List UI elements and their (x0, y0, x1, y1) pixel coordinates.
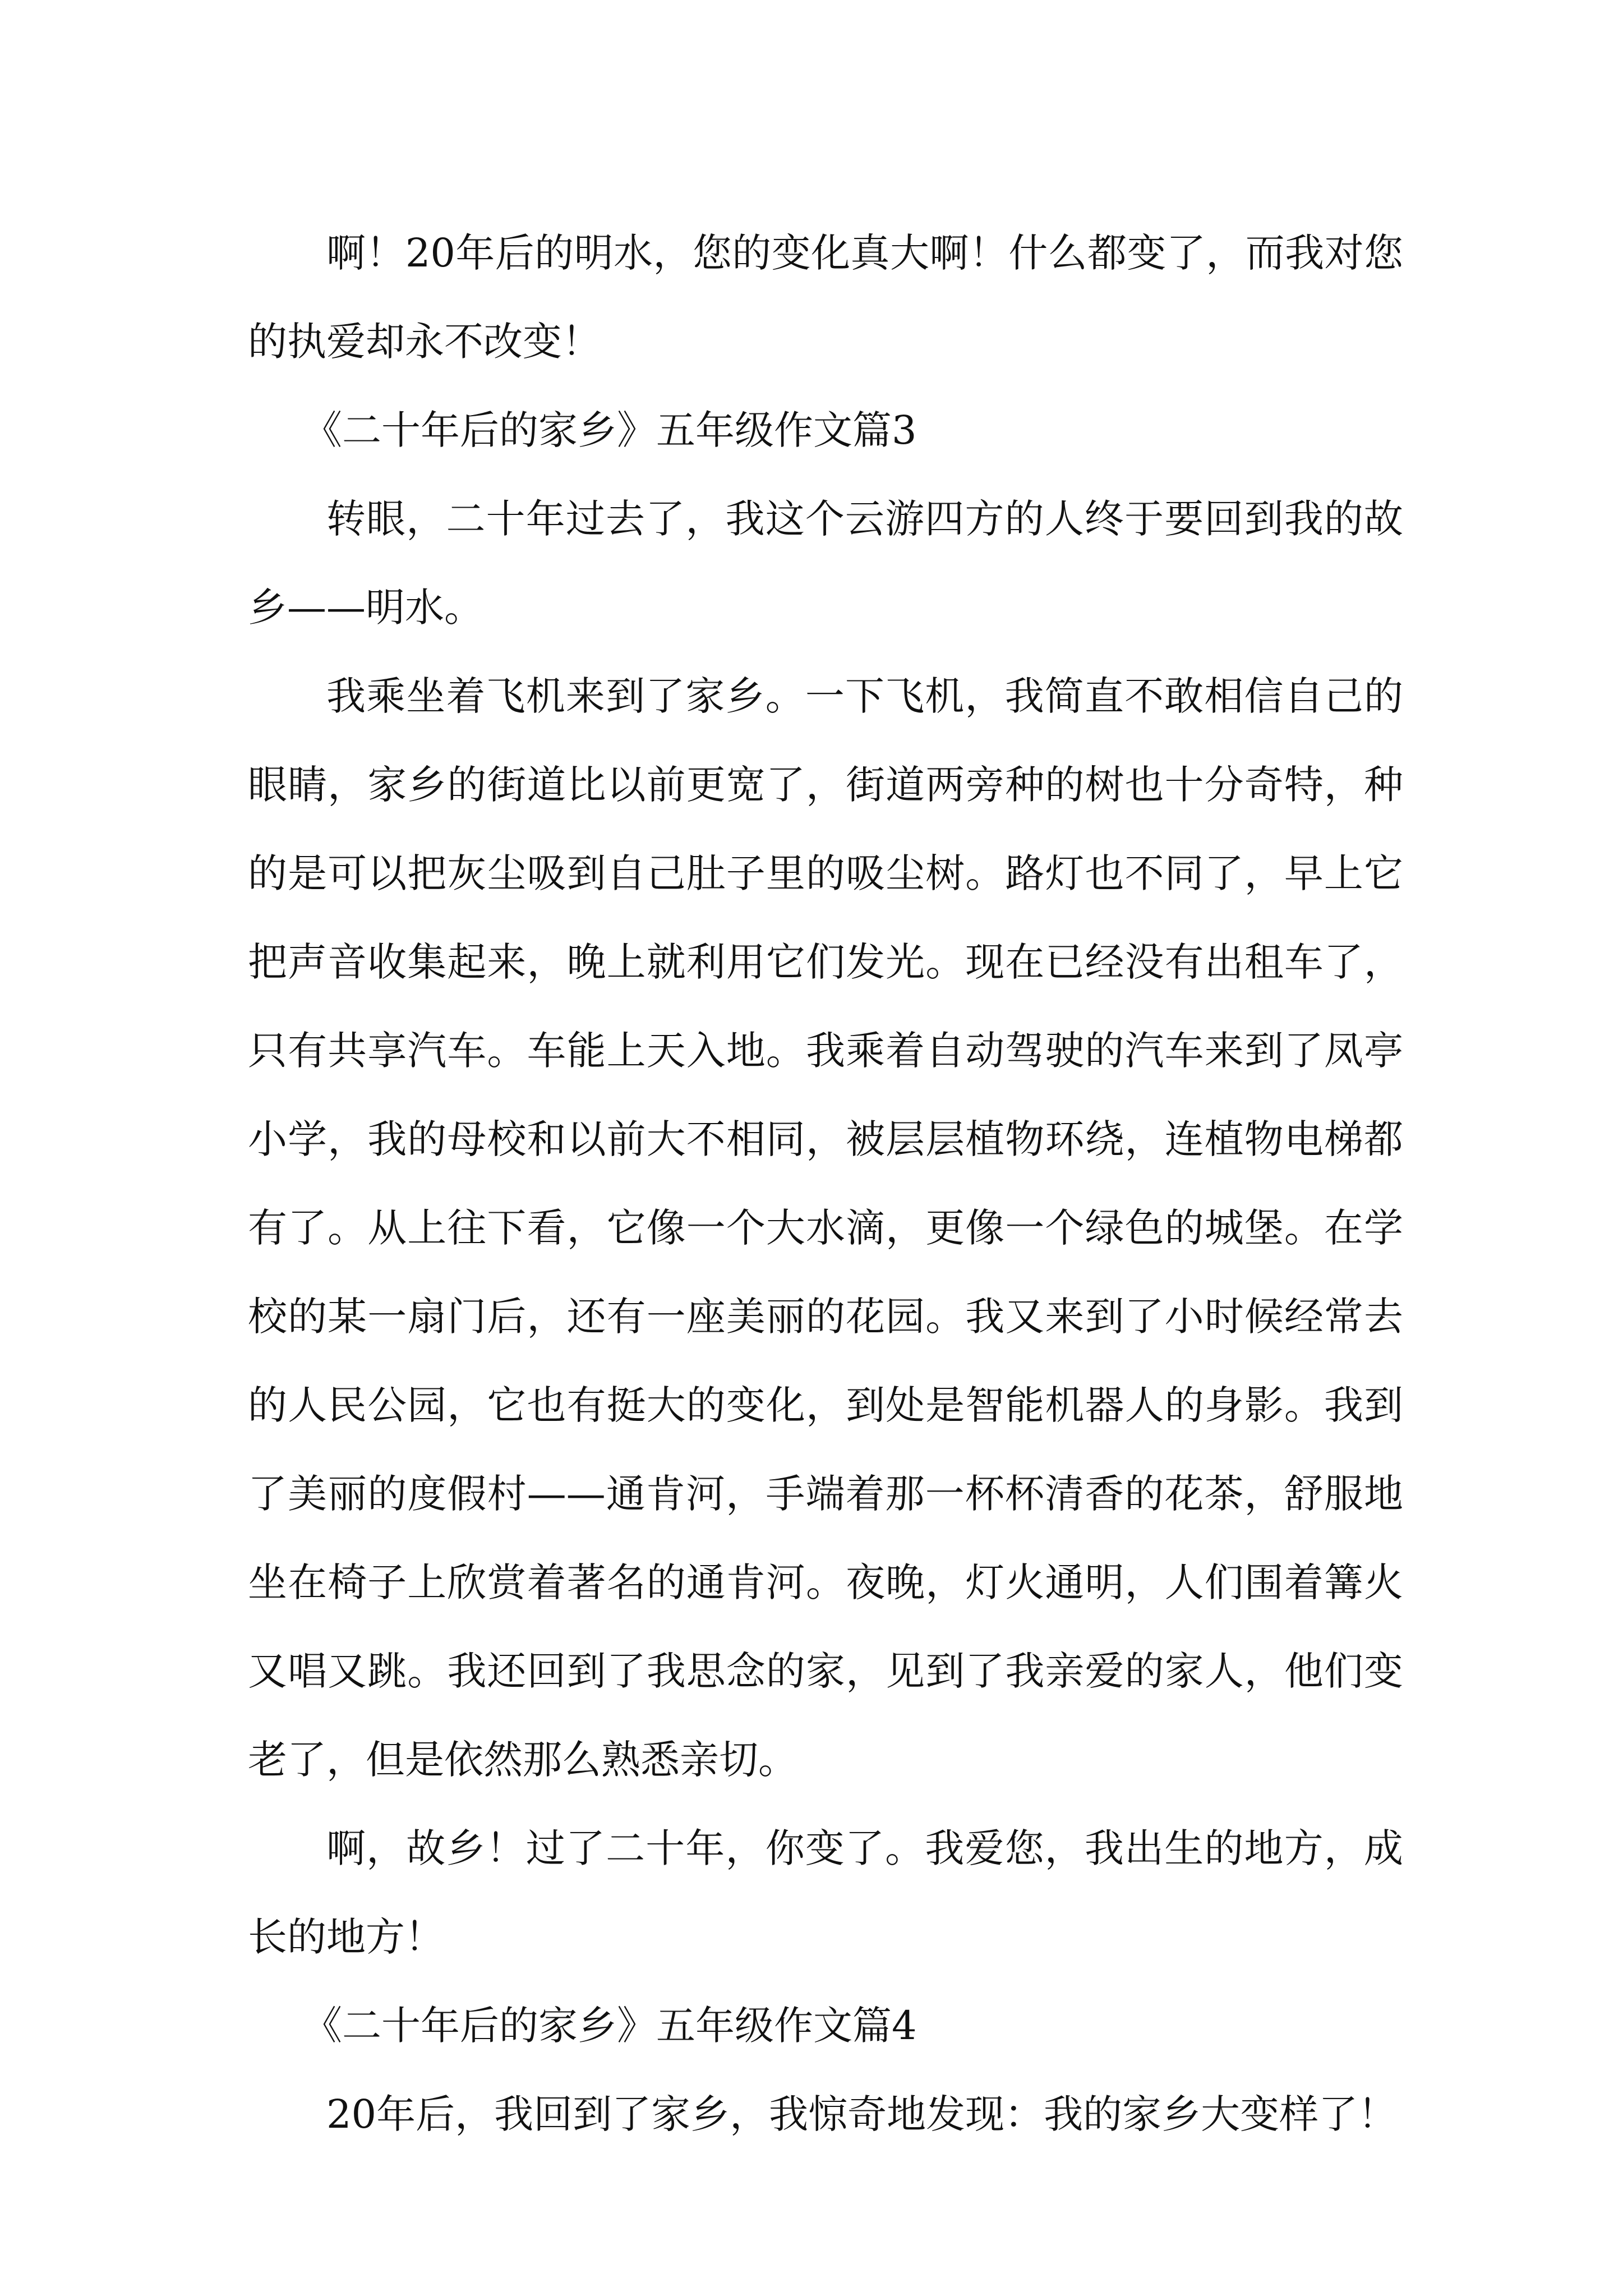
paragraph-essay-4-intro: 20年后，我回到了家乡，我惊奇地发现：我的家乡大变样了！ (326, 2091, 1398, 2137)
paragraph-essay-3-intro: 转眼，二十年过去了，我这个云游四方的人终于要回到我的故乡——明水。 (248, 496, 1403, 631)
paragraph-closing-essay-2: 啊！20年后的明水，您的变化真大啊！什么都变了，而我对您的执爱却永不改变！ (248, 230, 1403, 365)
essay-3-title: 《二十年后的家乡》五年级作文篇3 (303, 407, 917, 453)
essay-4-title: 《二十年后的家乡》五年级作文篇4 (303, 2003, 917, 2049)
document-page (248, 209, 1403, 2159)
paragraph-essay-3-closing: 啊，故乡！过了二十年，你变了。我爱您，我出生的地方，成长的地方！ (248, 1825, 1403, 1960)
paragraph-essay-3-body: 我乘坐着飞机来到了家乡。一下飞机，我简直不敢相信自己的眼睛，家乡的街道比以前更宽了，街道两旁种的树也十分奇特，种的是可以把灰尘吸到自己肚子里的吸尘树。路灯也不同了，早上它把声音收集起来，晚上就利用它们发光。现在已经没有出租车了，只有共享汽车。车能上天入地。我乘着自动驾驶的汽车来到了凤亭小学，我的母校和以前大不相同，被层层植物环绕，连植物电梯都有了。从上往下看，它像一个大水滴，更像一个绿色的城堡。在学校的某一扇门后，还有一座美丽的花园。我又来到了小时候经常去的人民公园，它也有挺大的变化，到处是智能机器人的身影。我到了美丽的度假村——通肯河，手端着那一杯杯清香的花茶，舒服地坐在椅子上欣赏着著名的通肯河。夜晚，灯火通明，人们围着篝火又唱又跳。我还回到了我思念的家，见到了我亲爱的家人，他们变老了，但是依然那么熟悉亲切。 (248, 673, 1403, 1783)
